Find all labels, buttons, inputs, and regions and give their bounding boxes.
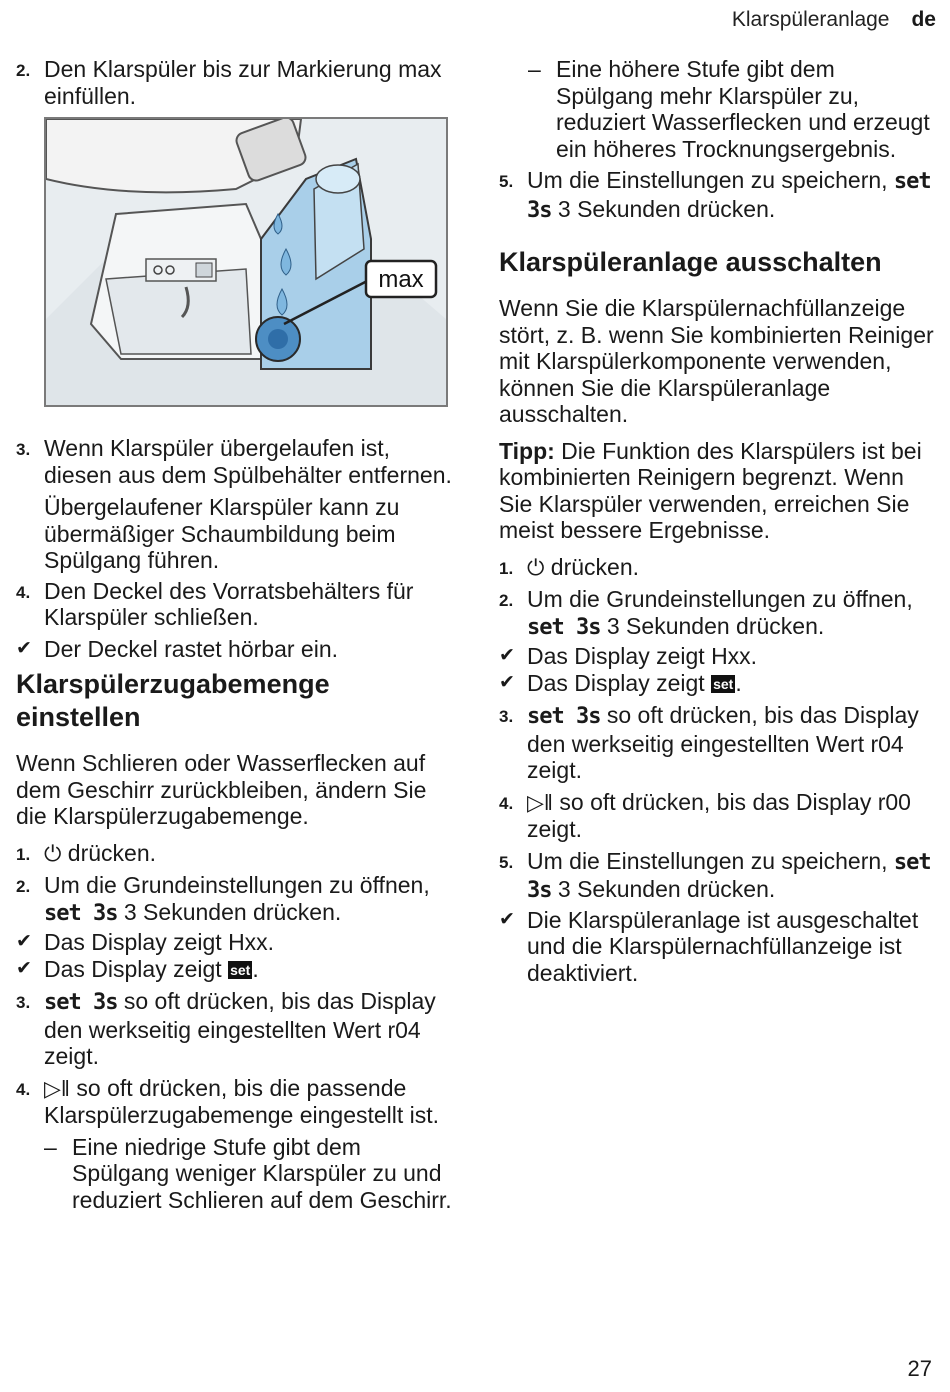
step-save-settings: 5. Um die Einstellungen zu speichern, set 3s 3 Sekunden drücken. — [499, 167, 931, 223]
step-number: 2. — [499, 591, 514, 610]
step-number: 2. — [16, 61, 31, 80]
play-pause-icon: ▷‖ — [527, 789, 554, 815]
sub-item-high-level: – Eine höhere Stufe gibt dem Spülgang mehr Klarspüler zu, reduziert Wasserflecken und erzeugt ein höheres Trocknungsergebnis. — [528, 56, 930, 162]
step-result: ✔ Der Deckel rastet hörbar ein. — [16, 635, 339, 662]
step-open-settings: 2. Um die Grundeinstellungen zu öffnen, set 3s 3 Sekunden drücken. — [16, 872, 430, 926]
page-header — [732, 8, 936, 32]
check-icon: ✔ — [16, 957, 32, 979]
step-note: Übergelaufener Klarspüler kann zu übermäßiger Schaumbildung beim Spülgang führen. — [44, 494, 400, 573]
sub-item-low-level: – Eine niedrige Stufe gibt dem Spülgang weniger Klarspüler zu und reduziert Schlieren auf dem Geschirr. — [44, 1133, 452, 1213]
step-number: 5. — [499, 852, 514, 872]
play-pause-icon: ▷‖ — [44, 1075, 71, 1101]
step-fill-max — [16, 56, 456, 109]
language-code: de — [911, 8, 936, 31]
step-number: 1. — [16, 844, 31, 864]
step-number: 4. — [16, 582, 31, 602]
max-label: max — [378, 266, 424, 293]
step-number: 3. — [499, 707, 514, 726]
step-result: ✔ Das Display zeigt Hxx. — [16, 929, 275, 955]
power-icon: ⏻ — [44, 840, 62, 866]
step-number: 3. — [16, 440, 31, 459]
rinse-aid-dispenser-illustration — [46, 119, 446, 405]
step-result: ✔ Das Display zeigt set. — [16, 955, 259, 982]
step-open-settings: 2. Um die Grundeinstellungen zu öffnen, set 3s 3 Sekunden drücken. — [499, 586, 913, 640]
page-number: 27 — [907, 1356, 932, 1381]
step-result: ✔ Das Display zeigt set. — [499, 669, 742, 696]
section-title: Klarspüleranlage — [731, 8, 890, 31]
display-set-indicator: set — [713, 675, 734, 692]
section-intro: Wenn Sie die Klarspülernachfüllanzeige stört, z. B. wenn Sie kombinierten Reiniger mit Klarspülerkomponente verwenden, können Sie die Klarspüleranlage ausschalten. — [499, 295, 934, 427]
set-button-label: set 3s — [527, 849, 931, 903]
step-number: 4. — [499, 793, 514, 813]
section-heading: Klarspülerzugabemenge einstellen — [16, 669, 330, 732]
tip-paragraph: Tipp: Die Funktion des Klarspülers ist bei kombinierten Reinigern begrenzt. Wenn Sie Klarspüler verwenden, erreichen Sie meist bessere Ergebnisse. — [499, 437, 922, 543]
rinse-aid-figure — [44, 117, 448, 407]
section-heading: Klarspüleranlage ausschalten — [499, 247, 882, 277]
step-text: Den Klarspüler bis zur Markierung max einfüllen. — [44, 56, 442, 109]
set-button-label: set 3s — [44, 990, 118, 1015]
step-number: 1. — [499, 558, 514, 578]
tip-label: Tipp: — [499, 437, 555, 464]
step-power: 1. ⏻ drücken. — [499, 554, 937, 582]
power-icon: ⏻ — [527, 554, 545, 580]
check-icon: ✔ — [16, 637, 32, 659]
step-number: 3. — [16, 993, 31, 1012]
step-save-settings: 5. Um die Einstellungen zu speichern, set 3s 3 Sekunden drücken. — [499, 847, 931, 903]
step-text: Wenn Klarspüler übergelaufen ist, diesen aus dem Spülbehälter entfernen. — [44, 435, 452, 488]
step-number: 2. — [16, 877, 31, 896]
step-remove-overflow — [16, 435, 456, 488]
step-press-set: 3. set 3s so oft drücken, bis das Display den werkseitig eingestellten Wert r04 zeigt. — [16, 988, 436, 1069]
step-set-r00: 4. ▷‖ so oft drücken, bis das Display r00 zeigt. — [499, 788, 911, 842]
step-close-lid — [16, 578, 456, 631]
check-icon: ✔ — [16, 931, 32, 952]
step-power: 1. ⏻ drücken. — [16, 840, 456, 868]
display-set-indicator: set — [230, 961, 251, 978]
step-number: 4. — [16, 1079, 31, 1099]
step-press-set: 3. set 3s so oft drücken, bis das Display den werkseitig eingestellten Wert r04 zeigt. — [499, 702, 919, 783]
section-intro: Wenn Schlieren oder Wasserflecken auf dem Geschirr zurückbleiben, ändern Sie die Klarspülerzugabemenge. — [16, 750, 427, 829]
check-icon: ✔ — [499, 671, 515, 693]
set-button-label: set 3s — [527, 704, 601, 729]
step-result: ✔ Das Display zeigt Hxx. — [499, 643, 758, 669]
set-button-label: set 3s — [44, 900, 118, 926]
step-text: Den Deckel des Vorratsbehälters für Klarspüler schließen. — [44, 577, 414, 630]
set-button-label: set 3s — [527, 614, 601, 640]
set-button-label: set 3s — [527, 169, 931, 223]
step-result: ✔ Die Klarspüleranlage ist ausgeschaltet und die Klarspülernachfüllanzeige ist deaktiviert. — [499, 906, 919, 986]
left-column — [16, 56, 456, 1218]
step-adjust-level: 4. ▷‖ so oft drücken, bis die passende Klarspülerzugabemenge eingestellt ist. — [16, 1074, 440, 1128]
check-icon: ✔ — [499, 645, 515, 666]
step-number: 5. — [499, 172, 514, 191]
right-column — [499, 56, 937, 986]
check-icon: ✔ — [499, 908, 515, 930]
